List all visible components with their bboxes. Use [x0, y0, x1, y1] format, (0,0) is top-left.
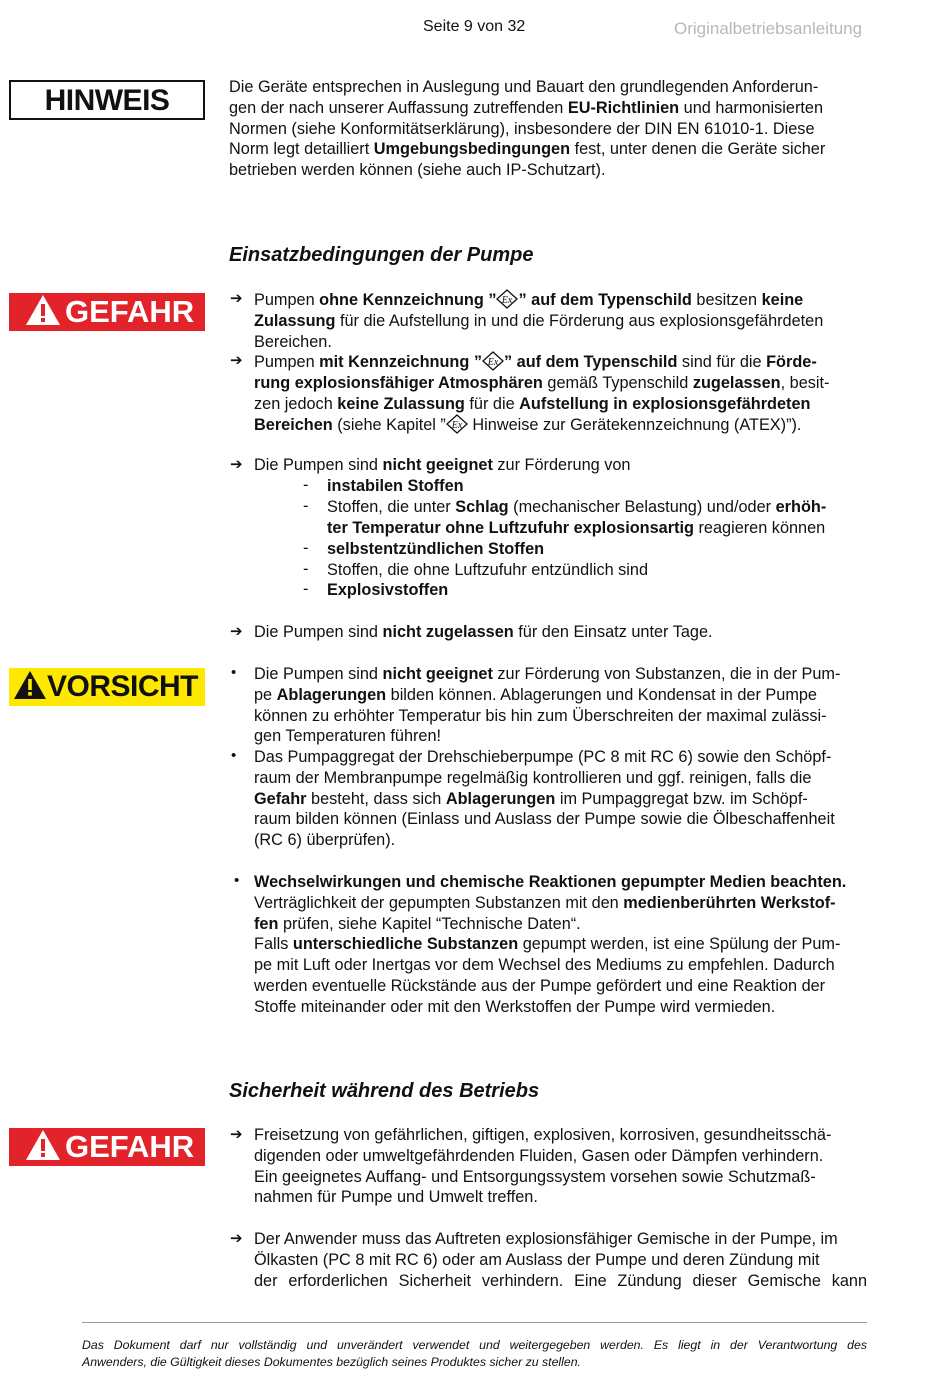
sub-list-item: Explosivstoffen — [327, 581, 449, 599]
text-line: betrieben werden können (siehe auch IP-Schutzart). — [229, 161, 606, 180]
text-line: nahmen für Pumpe und Umwelt treffen. — [254, 1188, 538, 1207]
text-line: (RC 6) überprüfen). — [254, 831, 396, 850]
arrow-right-icon: ➔ — [230, 1230, 243, 1247]
text-line: Bereichen. — [254, 332, 332, 351]
text-line: Ölkasten (PC 8 mit RC 6) oder am Auslass der Pumpe und deren Zündung mit — [254, 1250, 820, 1269]
list-item: Die Pumpen sind nicht geeignet zur Förderung von — [254, 456, 631, 474]
ex-symbol-icon — [446, 414, 468, 434]
sub-list-item: Stoffen, die ohne Luftzufuhr entzündlich sind — [327, 561, 649, 579]
text-line: werden eventuelle Rückstände aus der Pumpe gefördert und eine Reaktion der — [254, 976, 826, 995]
dash-marker: - — [303, 476, 309, 494]
svg-text:Ex: Ex — [451, 420, 463, 432]
text-line: Gefahr besteht, dass sich Ablagerungen im Pumpaggregat bzw. im Schöpf- — [254, 789, 808, 808]
text-line: Zulassung für die Aufstellung in und die Förderung aus explosionsgefährdeten — [254, 311, 824, 330]
text-line: Die Pumpen sind nicht geeignet zur Förderung von Substanzen, die in der Pum- — [254, 665, 841, 683]
text-line: ter Temperatur ohne Luftzufuhr explosionsartig reagieren können — [327, 518, 826, 537]
text-line: Die Geräte entsprechen in Auslegung und Bauart den grundlegenden Anforderun- — [229, 78, 819, 96]
hinweis-label: HINWEIS — [9, 80, 205, 120]
text-line: Ein geeignetes Auffang- und Entsorgungssystem vorsehen sowie Schutzmaß- — [254, 1167, 816, 1186]
text-line: Der Anwender muss das Auftreten explosionsfähiger Gemische in der Pumpe, im — [254, 1230, 838, 1248]
text-line: Verträglichkeit der gepumpten Substanzen mit den medienberührten Werkstof- — [254, 893, 836, 912]
vorsicht-label: VORSICHT — [9, 668, 205, 706]
warning-triangle-icon — [13, 670, 47, 700]
list-item: Die Pumpen sind nicht zugelassen für den Einsatz unter Tage. — [254, 623, 713, 641]
text-line: Bereichen (siehe Kapitel ” Ex Hinweise zur Gerätekennzeichnung (ATEX)”). — [254, 416, 802, 435]
warning-triangle-icon — [25, 294, 61, 326]
text-line: Stoffe miteinander oder mit den Werkstoffen der Pumpe wird vermieden. — [254, 997, 776, 1016]
list-item — [254, 1229, 867, 1291]
text-line: gen der nach unserer Auffassung zutreffenden EU-Richtlinien und harmonisierten — [229, 98, 824, 117]
text-line: zen jedoch keine Zulassung für die Aufstellung in explosionsgefährdeten — [254, 394, 811, 413]
sub-list-item: instabilen Stoffen — [327, 477, 464, 495]
text-line: Wechselwirkungen und chemische Reaktionen gepumpter Medien beachten. — [254, 873, 847, 891]
sub-list-item — [327, 497, 867, 539]
text-line: der erforderlichen Sicherheit verhindern. Eine Zündung dieser Gemische kann — [254, 1271, 867, 1290]
text-line: Normen (siehe Konformitätserklärung), insbesondere der DIN EN 61010-1. Diese — [229, 119, 815, 138]
arrow-right-icon: ➔ — [230, 352, 243, 369]
warning-triangle-icon — [25, 1129, 61, 1161]
arrow-right-icon: ➔ — [230, 290, 243, 307]
bullet-icon: • — [231, 664, 237, 681]
ex-symbol-icon — [482, 351, 504, 371]
text-line: digenden oder umweltgefährdenden Fluiden, Gasen oder Dämpfen verhindern. — [254, 1146, 824, 1165]
gefahr-label: GEFAHR — [9, 293, 205, 331]
dash-marker: - — [303, 580, 309, 598]
sub-list-item: selbstentzündlichen Stoffen — [327, 540, 545, 558]
text-line: fen prüfen, siehe Kapitel “Technische Daten“. — [254, 914, 581, 933]
text-line: Falls unterschiedliche Substanzen gepumpt werden, ist eine Spülung der Pum- — [254, 935, 841, 954]
list-item — [254, 351, 867, 436]
footer-divider — [82, 1322, 867, 1323]
gefahr-label: GEFAHR — [9, 1128, 205, 1166]
text-line: Das Dokument darf nur vollständig und unverändert verwendet und weitergegeben werden. Es liegt in der Verantwortung des — [82, 1338, 867, 1352]
text-line: Stoffen, die unter Schlag (mechanischer Belastung) und/oder erhöh- — [327, 498, 827, 516]
hinweis-paragraph — [229, 77, 867, 181]
svg-text:Ex: Ex — [502, 295, 513, 306]
dash-marker: - — [303, 560, 309, 578]
text-line: raum der Membranpumpe regelmäßig kontrollieren und ggf. reinigen, falls die — [254, 768, 812, 787]
text-line: können zu erhöhter Temperatur bis hin zum Überschreiten der maximal zulässi- — [254, 706, 827, 725]
list-item — [254, 664, 867, 747]
text-line: pe Ablagerungen bilden können. Ablagerungen und Kondensat in der Pumpe — [254, 685, 817, 704]
text-line: Norm legt detailliert Umgebungsbedingungen fest, unter denen die Geräte sicher — [229, 140, 826, 159]
text-line: Pumpen ohne Kennzeichnung ” Ex ” auf dem Typenschild besitzen keine — [254, 291, 804, 309]
text-line: Freisetzung von gefährlichen, giftigen, explosiven, korrosiven, gesundheitsschä- — [254, 1126, 832, 1144]
text-line: Anwenders, die Gültigkeit dieses Dokumentes bezüglich seines Produktes sicher zu stellen. — [82, 1354, 581, 1369]
text-line: rung explosionsfähiger Atmosphären gemäß Typenschild zugelassen, besit- — [254, 373, 830, 392]
arrow-right-icon: ➔ — [230, 1126, 243, 1143]
arrow-right-icon: ➔ — [230, 456, 243, 473]
text-line: Pumpen mit Kennzeichnung ” Ex ” auf dem Typenschild sind für die Förde- — [254, 353, 817, 371]
dash-marker: - — [303, 497, 309, 515]
footer-note — [82, 1337, 867, 1370]
list-item — [254, 872, 867, 1018]
document-type: Originalbetriebsanleitung — [674, 19, 863, 38]
list-item — [254, 289, 867, 352]
text-line: raum bilden können (Einlass und Auslass der Pumpe sowie die Ölbeschaffenheit — [254, 810, 835, 829]
list-item — [254, 747, 867, 851]
dash-marker: - — [303, 539, 309, 557]
text-line: gen Temperaturen führen! — [254, 727, 442, 746]
text-line: pe mit Luft oder Inertgas vor dem Wechsel des Mediums zu empfehlen. Dadurch — [254, 956, 835, 975]
bullet-icon: • — [231, 747, 237, 764]
page-number: Seite 9 von 32 — [423, 18, 526, 35]
svg-text:Ex: Ex — [487, 357, 499, 368]
text-line: Das Pumpaggregat der Drehschieberpumpe (PC 8 mit RC 6) sowie den Schöpf- — [254, 748, 832, 766]
bullet-icon: • — [234, 872, 240, 889]
list-item — [254, 1125, 867, 1208]
arrow-right-icon: ➔ — [230, 623, 243, 640]
section-heading-betrieb: Sicherheit während des Betriebs — [229, 1080, 540, 1102]
section-heading-einsatzbedingungen: Einsatzbedingungen der Pumpe — [229, 244, 534, 266]
ex-symbol-icon — [496, 289, 518, 309]
